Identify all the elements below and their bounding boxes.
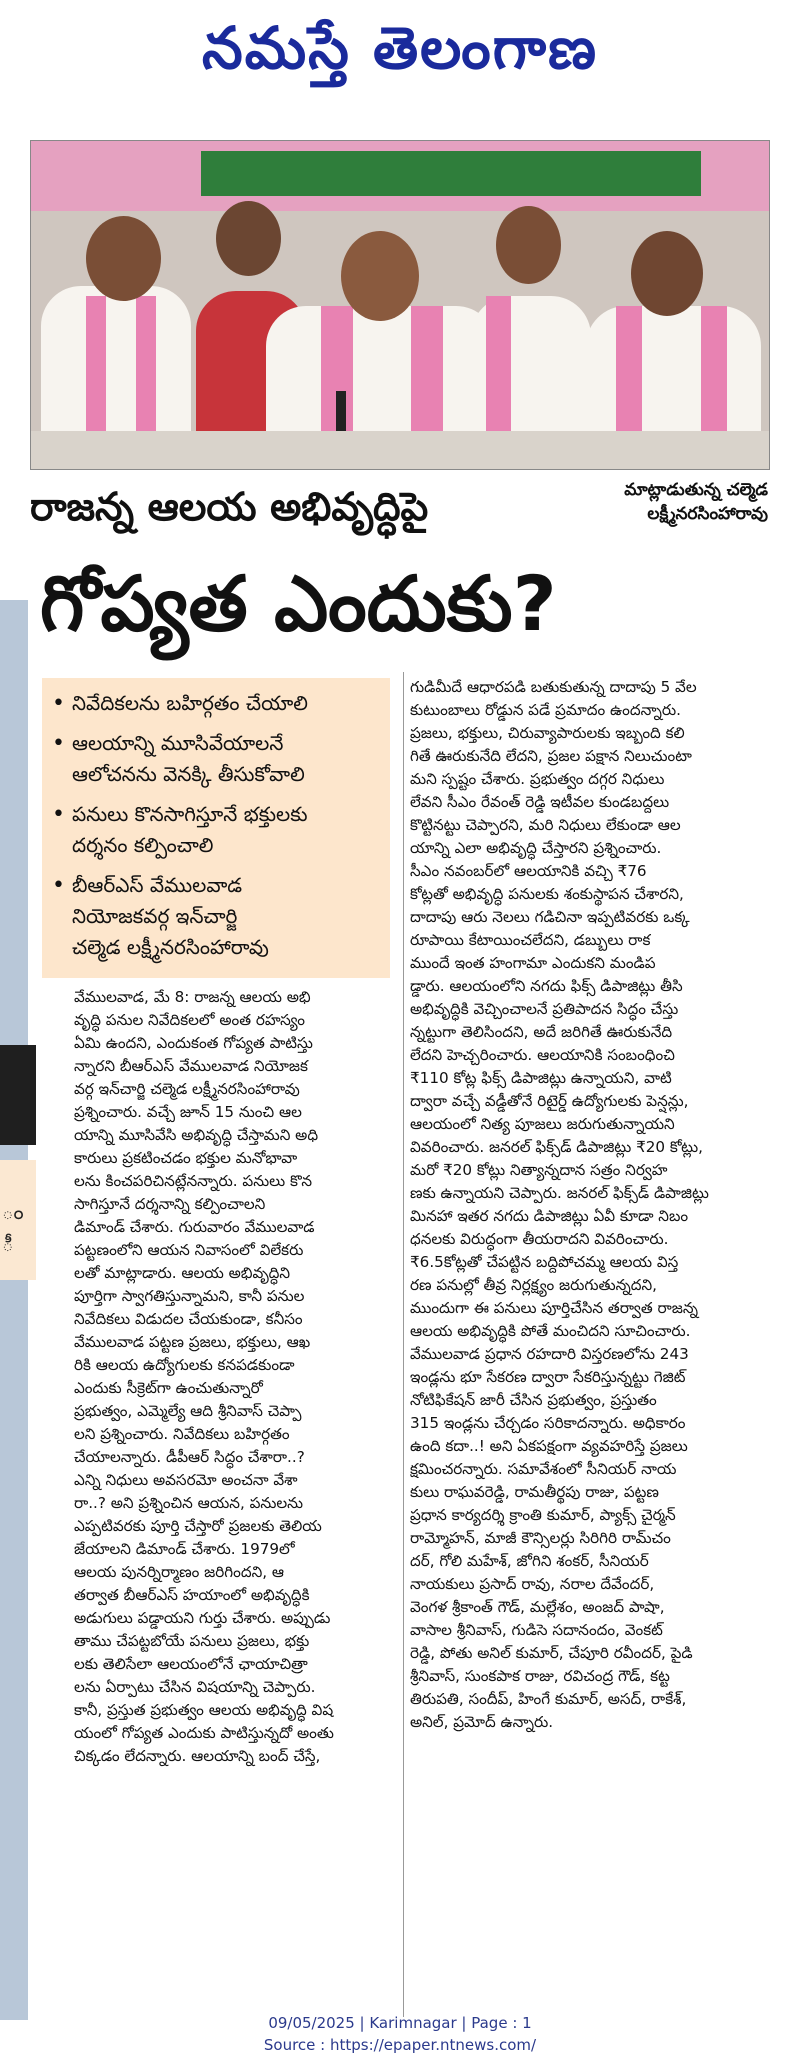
article-line: క్షమించరన్నారు. సమావేశంలో సీనియర్ నాయ	[410, 1460, 677, 1478]
highlight-line: చల్మెడ లక్ష్మీనరసింహారావు	[72, 935, 269, 959]
article-line: సాగిస్తూనే దర్శనాన్ని కల్పించాలని	[74, 1195, 266, 1213]
page-footer	[0, 2012, 800, 2056]
highlights-box	[42, 678, 390, 978]
bullet-icon: •	[52, 802, 65, 827]
article-line: గుడిమీదే ఆధారపడి బతుకుతున్న దాదాపు 5 వేల	[410, 678, 697, 696]
footer-source: Source : https://epaper.ntnews.com/	[263, 2036, 537, 2054]
article-line: లని ప్రశ్నించారు. నివేదికలు బహిర్గతం	[74, 1425, 290, 1443]
article-line: ప్రజలు, భక్తులు, చిరువ్యాపారులకు ఇబ్బంది కలి	[410, 724, 685, 742]
article-line: ప్రభుత్వం, ఎమ్మెల్యే ఆది శ్రీనివాస్ చెప్పా	[74, 1402, 302, 1420]
article-line: లను ఏర్పాటు చేసిన విషయాన్ని చెప్పారు.	[74, 1678, 316, 1696]
photo-banner-green	[201, 151, 701, 196]
article-line: జేయాలని డిమాండ్ చేశారు. 1979లో	[74, 1540, 295, 1558]
article-line: డ్డారు. ఆలయంలోని నగదు ఫిక్స్ డిపాజిట్లు తీసి	[410, 977, 683, 995]
highlight-item	[52, 728, 382, 790]
article-line: రెడ్డి, పోతు అనిల్ కుమార్, చేపూరి రవీందర్, పైడి	[410, 1644, 693, 1662]
article-line: ప్రధాన కార్యదర్శి క్రాంతి కుమార్, ప్యాక్స్ చైర్మన్	[410, 1506, 676, 1524]
article-line: లను కించపరిచినట్లేనన్నారు. పనులు కొన	[74, 1172, 312, 1190]
photo-caption	[548, 478, 768, 526]
highlight-line: ఆలయాన్ని మూసివేయాలనే	[72, 731, 284, 755]
article-line: లేవని సీఎం రేవంత్ రెడ్డి ఇటీవల కుండబద్దలు	[410, 793, 670, 811]
article-line: వేములవాడ, మే 8: రాజన్న ఆలయ అభి	[74, 988, 311, 1006]
news-photo	[30, 140, 770, 470]
article-line: రామ్మోహన్, మాజీ కౌన్సిలర్లు సిరిగిరి రామ్‌చం	[410, 1529, 671, 1547]
article-line: వృద్ధి పనుల నివేదికలలో అంత రహస్యం	[74, 1011, 305, 1029]
article-line: ఆలయ అభివృద్ధికి పోతే మంచిదని సూచించారు.	[410, 1322, 691, 1340]
masthead	[0, 0, 800, 110]
bullet-icon: •	[52, 731, 65, 756]
highlight-item	[52, 688, 382, 719]
article-line: తిరుపతి, సందీప్, హింగే కుమార్, అసద్, రాకేశ్,	[410, 1690, 687, 1708]
article-line: యంలో గోప్యత ఎందుకు పాటిస్తున్నదో అంతు	[74, 1724, 334, 1742]
page-edge-glyph: ం	[2, 1200, 24, 1224]
highlight-item	[52, 799, 382, 861]
article-line: వర్గ ఇన్‌చార్జి చల్మెడ లక్ష్మీనరసింహారావు	[74, 1080, 300, 1098]
article-line: రా..? అని ప్రశ్నించిన ఆయన, పనులను	[74, 1494, 304, 1512]
article-line: ప్రశ్నించారు. వచ్చే జూన్ 15 నుంచి ఆల	[74, 1103, 302, 1121]
article-line: ఇండ్లను భూ సేకరణ ద్వారా సేకరిస్తున్నట్టు గెజిట్	[410, 1368, 686, 1386]
article-line: 315 ఇండ్లను చేర్చడం సరికాదన్నారు. అధికారం	[410, 1414, 686, 1432]
bullet-icon: •	[52, 873, 65, 898]
article-line: దాదాపు ఆరు నెలలు గడిచినా ఇప్పటివరకు ఒక్క	[410, 908, 690, 926]
article-line: వేములవాడ పట్టణ ప్రజలు, భక్తులు, ఆఖ	[74, 1333, 311, 1351]
article-line: న్నట్టుగా తెలిసిందని, అదే జరిగితే ఊరుకునేది	[410, 1023, 673, 1041]
article-line: ఆలయంలో నిత్య పూజలు జరుగుతున్నాయని	[410, 1115, 675, 1133]
article-line: శ్రీనివాస్, సుంకపాక రాజు, రవిచంద్ర గౌడ్, కట్ట	[410, 1667, 670, 1685]
article-line: ధనలకు విరుద్ధంగా తీయరాదని వివరించారు.	[410, 1230, 669, 1248]
highlight-line: బీఆర్‌ఎస్ వేములవాడ	[72, 873, 243, 897]
article-line: నివేదికలు విడుదల చేయకుండా, కనీసం	[74, 1310, 303, 1328]
article-line: కొట్టినట్టు చెప్పారని, మరి నిధులు లేకుండా ఆల	[410, 816, 681, 834]
article-line: ణకు ఉన్నాయని చెప్పారు. జనరల్ ఫిక్స్‌డ్ డిపాజిట్లు	[410, 1184, 709, 1202]
article-line: మని స్పష్టం చేశారు. ప్రభుత్వం దగ్గర నిధులు	[410, 770, 665, 788]
page-edge-glyph: ీ	[2, 1232, 14, 1256]
page-edge-dark-block	[0, 1045, 36, 1145]
article-line: తర్వాత బీఆర్‌ఎస్ హయాంలో అభివృద్ధికి	[74, 1586, 310, 1604]
article-line: పూర్తిగా స్వాగతిస్తున్నామని, కానీ పనుల	[74, 1287, 305, 1305]
article-line: యాన్ని మూసివేసి అభివృద్ధి చేస్తామని అధి	[74, 1126, 319, 1144]
caption-line: లక్ష్మీనరసింహారావు	[647, 504, 768, 524]
highlight-item	[52, 870, 382, 963]
article-line: ₹110 కోట్ల ఫిక్స్ డిపాజిట్లు ఉన్నాయని, వాటి	[410, 1069, 672, 1087]
highlight-line: ఆలోచనను వెనక్కి తీసుకోవాలి	[72, 762, 305, 786]
article-line: ఎందుకు సీక్రెట్‌గా ఉంచుతున్నారో	[74, 1379, 263, 1397]
article-line: రణ పనుల్లో తీవ్ర నిర్లక్ష్యం జరుగుతున్నదని,	[410, 1276, 657, 1294]
highlight-line: నియోజకవర్గ ఇన్‌చార్జి	[72, 904, 238, 928]
article-line: నోటిఫికేషన్ జారీ చేసిన ప్రభుత్వం, ప్రస్తుతం	[410, 1391, 657, 1409]
article-line: మినహా ఇతర నగదు డిపాజిట్లు ఏవీ కూడా నిబం	[410, 1207, 689, 1225]
article-line: ఏమి ఉందని, ఎందుకంత గోప్యత పాటిస్తు	[74, 1034, 313, 1052]
footer-meta: 09/05/2025 | Karimnagar | Page : 1	[268, 2014, 532, 2032]
article-column-right	[410, 676, 772, 1734]
article-line: ₹6.5కోట్లతో చేపట్టిన బద్దిపోచమ్మ ఆలయ విస్త	[410, 1253, 679, 1271]
article-line: వేములవాడ ప్రధాన రహదారి విస్తరణలోను 243	[410, 1345, 689, 1363]
article-line: లకు తెలిసేలా ఆలయంలోనే ఛాయాచిత్రా	[74, 1655, 308, 1673]
article-line: కోట్లతో అభివృద్ధి పనులకు శంకుస్థాపన చేశారని,	[410, 885, 684, 903]
article-line: కులు రాఘవరెడ్డి, రామతీర్థపు రాజు, పట్టణ	[410, 1483, 659, 1501]
article-line: మరో ₹20 కోట్లు నిత్యాన్నదాన సత్రం నిర్వహ	[410, 1161, 668, 1179]
article-line: రికి ఆలయ ఉద్యోగులకు కనపడకుండా	[74, 1356, 295, 1374]
article-line: కారులు ప్రకటించడం భక్తుల మనోభావా	[74, 1149, 298, 1167]
bullet-icon: •	[52, 691, 65, 716]
article-line: ఎన్ని నిధులు అవసరమో అంచనా వేశా	[74, 1471, 298, 1489]
article-line: అనిల్, ప్రమోద్ ఉన్నారు.	[410, 1713, 554, 1731]
article-line: డిమాండ్ చేశారు. గురువారం వేములవాడ	[74, 1218, 315, 1236]
masthead-title: నమస్తే తెలంగాణ	[202, 13, 598, 82]
article-line: అడుగులు పడ్డాయని గుర్తు చేశారు. అప్పుడు	[74, 1609, 331, 1627]
article-line: ముందే ఇంత హంగామా ఎందుకని మండిప	[410, 954, 656, 972]
article-line: సీఎం నవంబర్‌లో ఆలయానికి వచ్చి ₹76	[410, 862, 647, 880]
article-line: రూపాయి కేటాయించలేదని, డబ్బులు రాక	[410, 931, 651, 949]
highlight-line: పనులు కొనసాగిస్తూనే భక్తులకు	[72, 802, 308, 826]
article-line: అభివృద్ధికి వెచ్చించాలనే ప్రతిపాదన సిద్ధం చేస్తు	[410, 1000, 679, 1018]
photo-table	[31, 431, 770, 470]
article-line: న్నారని బీఆర్‌ఎస్ వేములవాడ నియోజక	[74, 1057, 308, 1075]
caption-line: మాట్లాడుతున్న చల్మెడ	[624, 480, 768, 500]
article-line: లేదని హెచ్చరించారు. ఆలయానికి సంబంధించి	[410, 1046, 675, 1064]
article-line: ఆలయ పునర్నిర్మాణం జరిగిందని, ఆ	[74, 1563, 285, 1581]
article-line: నాయకులు ప్రసాద్ రావు, నరాల దేవేందర్,	[410, 1575, 655, 1593]
article-line: కానీ, ప్రస్తుత ప్రభుత్వం ఆలయ అభివృద్ధి విష	[74, 1701, 334, 1719]
highlight-line: నివేదికలను బహిర్గతం చేయాలి	[72, 691, 308, 715]
article-line: యాన్ని ఎలా అభివృద్ధి చేస్తారని ప్రశ్నించారు.	[410, 839, 662, 857]
article-line: లతో మాట్లాడారు. ఆలయ అభివృద్ధిని	[74, 1264, 291, 1282]
article-column-left	[74, 986, 404, 1768]
article-line: ఉంది కదా..! అని ఏకపక్షంగా వ్యవహరిస్తే ప్రజలు	[410, 1437, 688, 1455]
article-line: దర్, గోలి మహేశ్, జోగిని శంకర్, సీనియర్	[410, 1552, 649, 1570]
article-line: ఎప్పటివరకు పూర్తి చేస్తారో ప్రజలకు తెలియ	[74, 1517, 322, 1535]
highlight-line: దర్శనం కల్పించాలి	[72, 833, 214, 857]
kicker-headline: రాజన్న ఆలయ అభివృద్ధిపై	[30, 485, 429, 530]
article-line: వెంగళ శ్రీకాంత్ గౌడ్, మల్లేశం, అంజద్ పాషా,	[410, 1598, 665, 1616]
article-line: వాసాల శ్రీనివాస్, గుడిసె సదానందం, వెంకట్	[410, 1621, 663, 1639]
main-headline: గోప్యత ఎందుకు?	[40, 559, 557, 648]
article-line: ముందుగా ఈ పనులు పూర్తిచేసిన తర్వాత రాజన్న	[410, 1299, 699, 1317]
article-line: చిక్కడం లేదన్నారు. ఆలయాన్ని బంద్ చేస్తే,	[74, 1747, 321, 1765]
article-line: ద్వారా వచ్చే వడ్డీతోనే రిటైర్డ్ ఉద్యోగులకు పెన్షన్లు,	[410, 1092, 689, 1110]
article-line: తాము చేపట్టబోయే పనులు ప్రజలు, భక్తు	[74, 1632, 310, 1650]
article-line: వివరించారు. జనరల్ ఫిక్స్‌డ్ డిపాజిట్లు ₹20 కోట్లు,	[410, 1138, 703, 1156]
article-line: గితే ఊరుకునేది లేదని, ప్రజల పక్షాన నిలుచుంటా	[410, 747, 692, 765]
article-line: చేయాలన్నారు. డీపీఆర్ సిద్ధం చేశారా..?	[74, 1448, 305, 1466]
article-line: కుటుంబాలు రోడ్డున పడే ప్రమాదం ఉందన్నారు.	[410, 701, 682, 719]
article-line: పట్టణంలోని ఆయన నివాసంలో విలేకరు	[74, 1241, 304, 1259]
page-edge-strip	[0, 600, 28, 2020]
